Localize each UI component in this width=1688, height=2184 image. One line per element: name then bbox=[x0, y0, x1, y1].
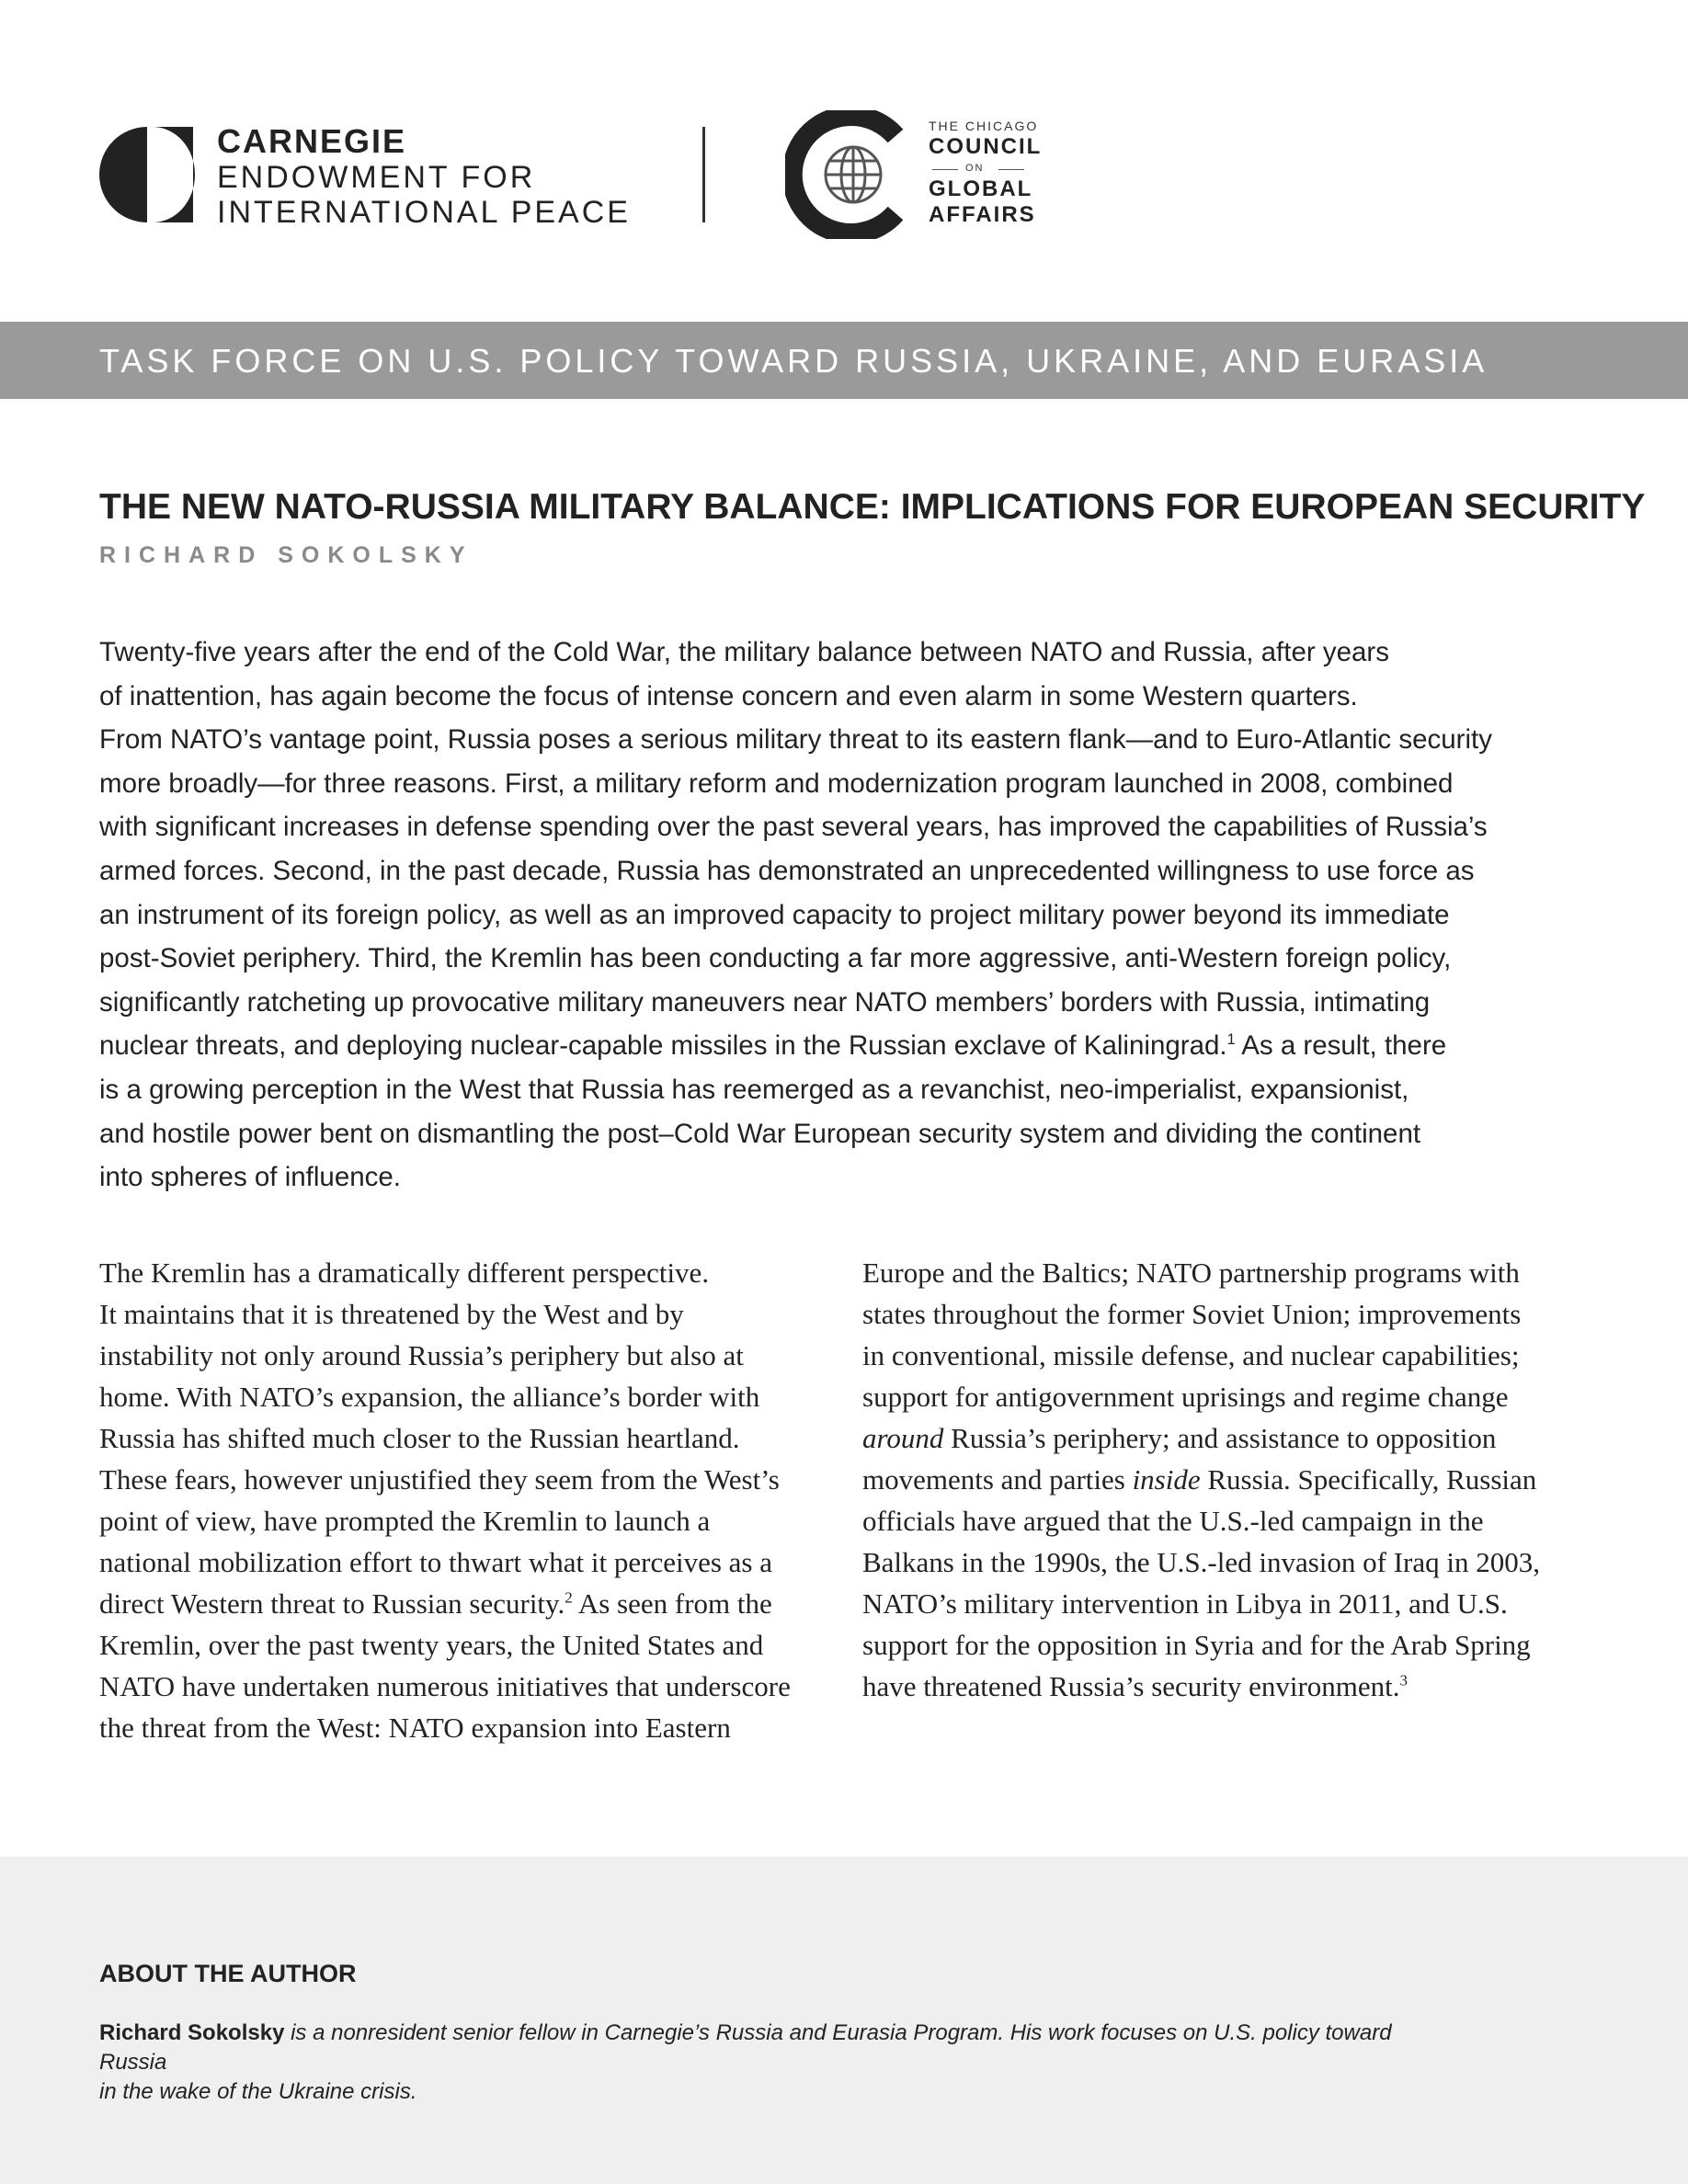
body-line: instability not only around Russia’s periphery but also at bbox=[99, 1339, 744, 1371]
italic-inside: inside bbox=[1132, 1463, 1201, 1496]
carnegie-subtitle-2: INTERNATIONAL PEACE bbox=[217, 195, 631, 230]
chicago-council-logo-icon bbox=[785, 110, 908, 239]
ccga-line-council: COUNCIL bbox=[929, 134, 1043, 159]
intro-line: of inattention, has again become the focus of intense concern and even alarm in some Western quarters. bbox=[99, 680, 1358, 711]
body-line: Kremlin, over the past twenty years, the United States and bbox=[99, 1629, 764, 1661]
task-force-banner bbox=[0, 322, 1688, 399]
author-bio-text-2: in the wake of the Ukraine crisis. bbox=[99, 2079, 417, 2104]
body-line: NATO have undertaken numerous initiatives that underscore bbox=[99, 1670, 791, 1702]
body-line: officials have argued that the U.S.-led campaign in the bbox=[862, 1505, 1484, 1537]
body-line: support for the opposition in Syria and for the Arab Spring bbox=[862, 1629, 1531, 1661]
intro-line: Twenty-five years after the end of the Cold War, the military balance between NATO and Russia, after years bbox=[99, 637, 1390, 667]
carnegie-subtitle-1: ENDOWMENT FOR bbox=[217, 160, 536, 195]
about-heading: ABOUT THE AUTHOR bbox=[99, 1960, 357, 1987]
author-bio-text: is a nonresident senior fellow in Carnegie’s Russia and Eurasia Program. His work focuses on U.S. policy toward Russia bbox=[99, 2020, 1392, 2075]
intro-paragraph bbox=[99, 631, 1607, 1200]
intro-line-tail: As a result, there bbox=[1235, 1030, 1447, 1062]
footnote-ref-3[interactable]: 3 bbox=[1399, 1671, 1409, 1689]
body-line: The Kremlin has a dramatically different perspective. bbox=[99, 1257, 710, 1289]
body-line-text: have threatened Russia’s security environment. bbox=[862, 1670, 1400, 1702]
intro-line: more broadly—for three reasons. First, a military reform and modernization program launched in 2008, combined bbox=[99, 768, 1454, 799]
intro-line: From NATO’s vantage point, Russia poses a serious military threat to its eastern flank—and to Euro-Atlantic security bbox=[99, 724, 1492, 756]
body-line: Russia has shifted much closer to the Russian heartland. bbox=[99, 1422, 740, 1454]
ccga-line-on: ON bbox=[929, 164, 1057, 176]
body-line-with-footnote bbox=[862, 1666, 1602, 1707]
footnote-ref-2[interactable]: 2 bbox=[565, 1588, 573, 1607]
body-line-tail: As seen from the bbox=[572, 1587, 772, 1620]
body-column-right bbox=[862, 1252, 1602, 1707]
article-author: RICHARD SOKOLSKY bbox=[99, 542, 473, 568]
body-line-text: movements and parties bbox=[862, 1463, 1125, 1496]
body-line: NATO’s military intervention in Libya in 2011, and U.S. bbox=[862, 1587, 1508, 1620]
intro-line: into spheres of influence. bbox=[99, 1162, 401, 1193]
intro-line: significantly ratcheting up provocative military maneuvers near NATO members’ borders with Russia, intimating bbox=[99, 986, 1431, 1018]
footnote-ref-1[interactable]: 1 bbox=[1226, 1031, 1236, 1049]
intro-line: with significant increases in defense spending over the past several years, has improved the capabilities of Russia’s bbox=[99, 812, 1488, 843]
banner-text: TASK FORCE ON U.S. POLICY TOWARD RUSSIA, UKRAINE, AND EURASIA bbox=[99, 342, 1488, 380]
body-line: in conventional, missile defense, and nuclear capabilities; bbox=[862, 1339, 1520, 1371]
body-line-with-italic bbox=[862, 1459, 1602, 1500]
body-line-text: Russia’s periphery; and assistance to opposition bbox=[951, 1422, 1497, 1454]
intro-line: and hostile power bent on dismantling the post–Cold War European security system and dividing the continent bbox=[99, 1118, 1421, 1149]
logo-divider bbox=[702, 127, 705, 222]
article-title: THE NEW NATO-RUSSIA MILITARY BALANCE: IMPLICATIONS FOR EUROPEAN SECURITY bbox=[99, 487, 1646, 527]
intro-line: post-Soviet periphery. Third, the Kremlin has been conducting a far more aggressive, anti-Western foreign policy, bbox=[99, 943, 1452, 974]
carnegie-wordmark bbox=[217, 122, 631, 230]
body-line-text: direct Western threat to Russian security. bbox=[99, 1587, 565, 1620]
body-line: national mobilization effort to thwart what it perceives as a bbox=[99, 1546, 772, 1578]
body-line: states throughout the former Soviet Union; improvements bbox=[862, 1298, 1522, 1330]
body-line: point of view, have prompted the Kremlin to launch a bbox=[99, 1505, 711, 1537]
body-line-with-italic bbox=[862, 1417, 1602, 1459]
carnegie-logo-icon bbox=[97, 125, 195, 224]
body-line: the threat from the West: NATO expansion into Eastern bbox=[99, 1712, 731, 1744]
page-header bbox=[0, 0, 1688, 322]
body-column-left bbox=[99, 1252, 838, 1748]
body-line-with-footnote bbox=[99, 1583, 838, 1624]
intro-line: nuclear threats, and deploying nuclear-capable missiles in the Russian exclave of Kaliningrad. bbox=[99, 1030, 1227, 1062]
carnegie-name: CARNEGIE bbox=[217, 122, 407, 160]
ccga-line-global: GLOBAL bbox=[929, 176, 1033, 201]
about-the-author-section bbox=[0, 1857, 1688, 2184]
body-line: These fears, however unjustified they seem from the West’s bbox=[99, 1463, 780, 1496]
body-line: Balkans in the 1990s, the U.S.-led invasion of Iraq in 2003, bbox=[862, 1546, 1541, 1578]
body-line: It maintains that it is threatened by the West and by bbox=[99, 1298, 684, 1330]
italic-around: around bbox=[862, 1422, 944, 1454]
body-line: home. With NATO’s expansion, the alliance’s border with bbox=[99, 1381, 760, 1413]
ccga-line-affairs: AFFAIRS bbox=[929, 202, 1036, 227]
intro-line: an instrument of its foreign policy, as well as an improved capacity to project military power beyond its immediate bbox=[99, 899, 1450, 930]
body-line: Europe and the Baltics; NATO partnership programs with bbox=[862, 1257, 1520, 1289]
ccga-line-the-chicago: THE CHICAGO bbox=[929, 119, 1039, 133]
body-line-text: Russia. Specifically, Russian bbox=[1207, 1463, 1537, 1496]
author-bio bbox=[99, 2019, 1442, 2107]
intro-line: is a growing perception in the West that Russia has reemerged as a revanchist, neo-imperialist, expansionist, bbox=[99, 1074, 1409, 1105]
intro-line: armed forces. Second, in the past decade, Russia has demonstrated an unprecedented willingness to use force as bbox=[99, 855, 1475, 886]
author-name: Richard Sokolsky bbox=[99, 2020, 285, 2045]
body-line: support for antigovernment uprisings and regime change bbox=[862, 1381, 1509, 1413]
chicago-council-wordmark bbox=[929, 119, 1057, 228]
